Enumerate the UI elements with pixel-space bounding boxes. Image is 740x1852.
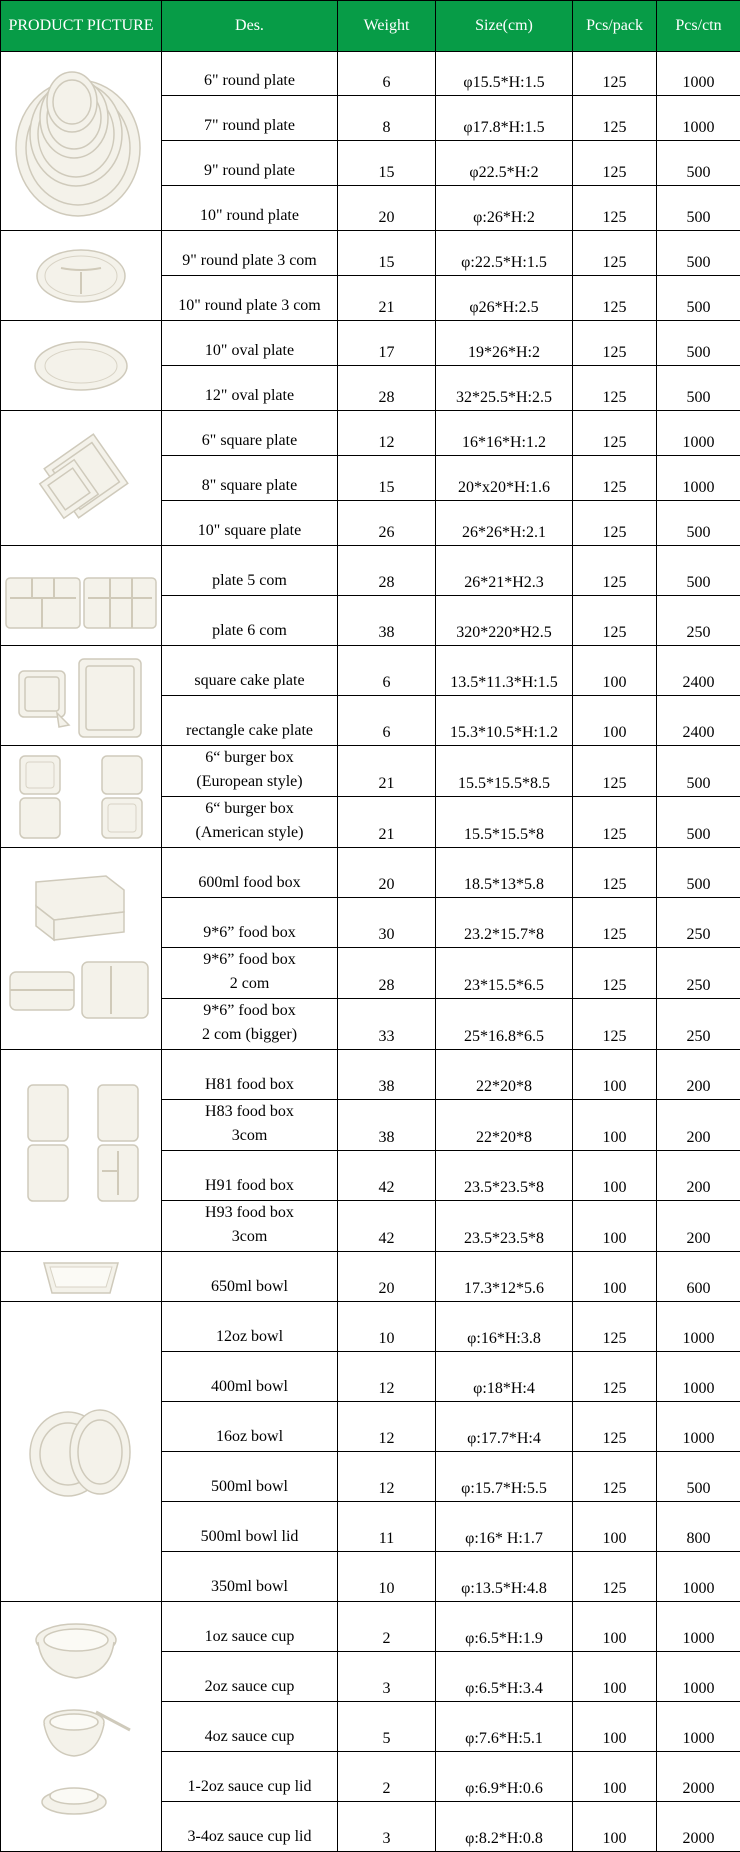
pcs-ctn-cell: 500 xyxy=(657,231,740,276)
size-cell: 23.5*23.5*8 xyxy=(436,1151,573,1201)
weight-cell: 12 xyxy=(338,411,436,456)
product-row xyxy=(1,321,740,366)
size-cell: 26*21*H2.3 xyxy=(436,546,573,596)
pcs-ctn-cell: 2400 xyxy=(657,696,740,746)
compartment-trays-image xyxy=(1,546,162,646)
header-weight: Weight xyxy=(338,1,436,52)
size-cell: φ26*H:2.5 xyxy=(436,276,573,321)
size-cell: φ:26*H:2 xyxy=(436,186,573,231)
size-cell: φ:16*H:3.8 xyxy=(436,1302,573,1352)
pcs-pack-cell: 125 xyxy=(573,141,657,186)
pcs-ctn-cell: 1000 xyxy=(657,1652,740,1702)
pcs-pack-cell: 125 xyxy=(573,1402,657,1452)
pcs-ctn-cell: 2000 xyxy=(657,1752,740,1802)
pcs-ctn-cell: 1000 xyxy=(657,1602,740,1652)
weight-cell: 21 xyxy=(338,276,436,321)
header-pcs-pack: Pcs/pack xyxy=(573,1,657,52)
pcs-ctn-cell: 500 xyxy=(657,546,740,596)
description-cell: 10" square plate xyxy=(162,501,338,546)
three-compartment-plate-image xyxy=(1,231,162,321)
pcs-ctn-cell: 500 xyxy=(657,848,740,898)
sauce-cups-image xyxy=(1,1602,162,1852)
weight-cell: 6 xyxy=(338,52,436,96)
pcs-pack-cell: 125 xyxy=(573,746,657,797)
weight-cell: 12 xyxy=(338,1402,436,1452)
size-cell: φ17.8*H:1.5 xyxy=(436,96,573,141)
size-cell: 15.3*10.5*H:1.2 xyxy=(436,696,573,746)
pcs-ctn-cell: 1000 xyxy=(657,411,740,456)
description-cell: plate 5 com xyxy=(162,546,338,596)
pcs-ctn-cell: 200 xyxy=(657,1151,740,1201)
description-cell: H81 food box xyxy=(162,1050,338,1100)
pcs-pack-cell: 125 xyxy=(573,1552,657,1602)
size-cell: φ:6.5*H:3.4 xyxy=(436,1652,573,1702)
pcs-pack-cell: 125 xyxy=(573,1302,657,1352)
pcs-ctn-cell: 2400 xyxy=(657,646,740,696)
description-cell: 6“ burger box (European style) xyxy=(162,746,338,797)
pcs-pack-cell: 125 xyxy=(573,231,657,276)
pcs-ctn-cell: 500 xyxy=(657,276,740,321)
size-cell: 23.2*15.7*8 xyxy=(436,898,573,948)
weight-cell: 42 xyxy=(338,1151,436,1201)
size-cell: φ:15.7*H:5.5 xyxy=(436,1452,573,1502)
description-cell: 9*6” food box 2 com (bigger) xyxy=(162,999,338,1050)
pcs-pack-cell: 125 xyxy=(573,52,657,96)
weight-cell: 15 xyxy=(338,141,436,186)
size-cell: 20*x20*H:1.6 xyxy=(436,456,573,501)
size-cell: φ:8.2*H:0.8 xyxy=(436,1802,573,1852)
weight-cell: 8 xyxy=(338,96,436,141)
size-cell: 23.5*23.5*8 xyxy=(436,1201,573,1252)
description-cell: H91 food box xyxy=(162,1151,338,1201)
pcs-pack-cell: 100 xyxy=(573,646,657,696)
size-cell: 32*25.5*H:2.5 xyxy=(436,366,573,411)
weight-cell: 5 xyxy=(338,1702,436,1752)
size-cell: 18.5*13*5.8 xyxy=(436,848,573,898)
product-row xyxy=(1,1252,740,1302)
burger-boxes-image xyxy=(1,746,162,848)
weight-cell: 28 xyxy=(338,546,436,596)
size-cell: φ:6.5*H:1.9 xyxy=(436,1602,573,1652)
size-cell: 22*20*8 xyxy=(436,1050,573,1100)
pcs-pack-cell: 125 xyxy=(573,186,657,231)
description-cell: 1-2oz sauce cup lid xyxy=(162,1752,338,1802)
pcs-pack-cell: 100 xyxy=(573,1050,657,1100)
weight-cell: 11 xyxy=(338,1502,436,1552)
description-cell: 10" round plate 3 com xyxy=(162,276,338,321)
pcs-ctn-cell: 1000 xyxy=(657,1552,740,1602)
size-cell: φ:18*H:4 xyxy=(436,1352,573,1402)
pcs-pack-cell: 125 xyxy=(573,1352,657,1402)
product-row xyxy=(1,52,740,96)
round-plates-image xyxy=(1,52,162,231)
weight-cell: 38 xyxy=(338,1050,436,1100)
pcs-ctn-cell: 200 xyxy=(657,1100,740,1151)
pcs-pack-cell: 125 xyxy=(573,546,657,596)
description-cell: 7" round plate xyxy=(162,96,338,141)
size-cell: φ15.5*H:1.5 xyxy=(436,52,573,96)
pcs-pack-cell: 125 xyxy=(573,366,657,411)
size-cell: 22*20*8 xyxy=(436,1100,573,1151)
pcs-ctn-cell: 500 xyxy=(657,141,740,186)
weight-cell: 15 xyxy=(338,231,436,276)
pcs-ctn-cell: 250 xyxy=(657,948,740,999)
product-row xyxy=(1,231,740,276)
weight-cell: 20 xyxy=(338,1252,436,1302)
pcs-pack-cell: 125 xyxy=(573,948,657,999)
pcs-pack-cell: 100 xyxy=(573,1702,657,1752)
header-size: Size(cm) xyxy=(436,1,573,52)
weight-cell: 2 xyxy=(338,1752,436,1802)
description-cell: 10" oval plate xyxy=(162,321,338,366)
weight-cell: 17 xyxy=(338,321,436,366)
pcs-ctn-cell: 1000 xyxy=(657,1352,740,1402)
pcs-pack-cell: 100 xyxy=(573,1752,657,1802)
pcs-pack-cell: 125 xyxy=(573,797,657,848)
size-cell: 16*16*H:1.2 xyxy=(436,411,573,456)
pcs-pack-cell: 100 xyxy=(573,1502,657,1552)
header-description: Des. xyxy=(162,1,338,52)
description-cell: 500ml bowl xyxy=(162,1452,338,1502)
description-cell: 6“ burger box (American style) xyxy=(162,797,338,848)
pcs-ctn-cell: 250 xyxy=(657,999,740,1050)
size-cell: 26*26*H:2.1 xyxy=(436,501,573,546)
pcs-pack-cell: 125 xyxy=(573,321,657,366)
weight-cell: 6 xyxy=(338,646,436,696)
weight-cell: 12 xyxy=(338,1452,436,1502)
pcs-ctn-cell: 1000 xyxy=(657,1402,740,1452)
description-cell: 2oz sauce cup xyxy=(162,1652,338,1702)
weight-cell: 2 xyxy=(338,1602,436,1652)
description-cell: 9*6” food box xyxy=(162,898,338,948)
pcs-pack-cell: 125 xyxy=(573,411,657,456)
pcs-pack-cell: 125 xyxy=(573,898,657,948)
pcs-pack-cell: 100 xyxy=(573,696,657,746)
pcs-ctn-cell: 500 xyxy=(657,797,740,848)
size-cell: φ:16* H:1.7 xyxy=(436,1502,573,1552)
size-cell: φ:22.5*H:1.5 xyxy=(436,231,573,276)
pcs-pack-cell: 125 xyxy=(573,848,657,898)
weight-cell: 21 xyxy=(338,746,436,797)
pcs-pack-cell: 125 xyxy=(573,501,657,546)
pcs-ctn-cell: 500 xyxy=(657,501,740,546)
description-cell: 500ml bowl lid xyxy=(162,1502,338,1552)
pcs-ctn-cell: 500 xyxy=(657,186,740,231)
product-row xyxy=(1,848,740,898)
pcs-pack-cell: 125 xyxy=(573,456,657,501)
description-cell: 12oz bowl xyxy=(162,1302,338,1352)
size-cell: 25*16.8*6.5 xyxy=(436,999,573,1050)
weight-cell: 20 xyxy=(338,186,436,231)
weight-cell: 3 xyxy=(338,1652,436,1702)
weight-cell: 20 xyxy=(338,848,436,898)
round-bowls-image xyxy=(1,1302,162,1602)
pcs-ctn-cell: 800 xyxy=(657,1502,740,1552)
size-cell: 320*220*H2.5 xyxy=(436,596,573,646)
pcs-pack-cell: 100 xyxy=(573,1602,657,1652)
size-cell: φ:7.6*H:5.1 xyxy=(436,1702,573,1752)
description-cell: plate 6 com xyxy=(162,596,338,646)
pcs-ctn-cell: 200 xyxy=(657,1201,740,1252)
pcs-ctn-cell: 500 xyxy=(657,1452,740,1502)
description-cell: rectangle cake plate xyxy=(162,696,338,746)
pcs-ctn-cell: 500 xyxy=(657,746,740,797)
product-row xyxy=(1,1050,740,1100)
description-cell: square cake plate xyxy=(162,646,338,696)
size-cell: 17.3*12*5.6 xyxy=(436,1252,573,1302)
pcs-pack-cell: 100 xyxy=(573,1201,657,1252)
rectangular-bowl-image xyxy=(1,1252,162,1302)
size-cell: 15.5*15.5*8.5 xyxy=(436,746,573,797)
pcs-ctn-cell: 1000 xyxy=(657,52,740,96)
description-cell: 1oz sauce cup xyxy=(162,1602,338,1652)
description-cell: 12" oval plate xyxy=(162,366,338,411)
size-cell: φ:6.9*H:0.6 xyxy=(436,1752,573,1802)
weight-cell: 10 xyxy=(338,1552,436,1602)
size-cell: φ22.5*H:2 xyxy=(436,141,573,186)
description-cell: H93 food box 3com xyxy=(162,1201,338,1252)
pcs-pack-cell: 100 xyxy=(573,1100,657,1151)
pcs-ctn-cell: 500 xyxy=(657,321,740,366)
pcs-pack-cell: 125 xyxy=(573,596,657,646)
pcs-pack-cell: 125 xyxy=(573,96,657,141)
description-cell: 9" round plate xyxy=(162,141,338,186)
description-cell: 9" round plate 3 com xyxy=(162,231,338,276)
size-cell: 23*15.5*6.5 xyxy=(436,948,573,999)
weight-cell: 15 xyxy=(338,456,436,501)
weight-cell: 21 xyxy=(338,797,436,848)
description-cell: 10" round plate xyxy=(162,186,338,231)
pcs-ctn-cell: 2000 xyxy=(657,1802,740,1852)
size-cell: 15.5*15.5*8 xyxy=(436,797,573,848)
pcs-ctn-cell: 250 xyxy=(657,898,740,948)
description-cell: H83 food box 3com xyxy=(162,1100,338,1151)
description-cell: 9*6” food box 2 com xyxy=(162,948,338,999)
pcs-pack-cell: 100 xyxy=(573,1652,657,1702)
weight-cell: 10 xyxy=(338,1302,436,1352)
product-row xyxy=(1,746,740,797)
weight-cell: 38 xyxy=(338,1100,436,1151)
weight-cell: 28 xyxy=(338,948,436,999)
pcs-ctn-cell: 500 xyxy=(657,366,740,411)
food-boxes-image xyxy=(1,848,162,1050)
description-cell: 400ml bowl xyxy=(162,1352,338,1402)
weight-cell: 12 xyxy=(338,1352,436,1402)
pcs-ctn-cell: 1000 xyxy=(657,1302,740,1352)
weight-cell: 3 xyxy=(338,1802,436,1852)
pcs-pack-cell: 100 xyxy=(573,1151,657,1201)
square-plates-image xyxy=(1,411,162,546)
header-row xyxy=(1,1,740,52)
description-cell: 3-4oz sauce cup lid xyxy=(162,1802,338,1852)
product-row xyxy=(1,646,740,696)
pcs-pack-cell: 125 xyxy=(573,276,657,321)
header-pcs-ctn: Pcs/ctn xyxy=(657,1,740,52)
cake-plates-image xyxy=(1,646,162,746)
description-cell: 350ml bowl xyxy=(162,1552,338,1602)
oval-plate-image xyxy=(1,321,162,411)
product-row xyxy=(1,546,740,596)
pcs-ctn-cell: 600 xyxy=(657,1252,740,1302)
header-product-picture: PRODUCT PICTURE xyxy=(1,1,162,52)
pcs-ctn-cell: 1000 xyxy=(657,96,740,141)
weight-cell: 42 xyxy=(338,1201,436,1252)
description-cell: 6" square plate xyxy=(162,411,338,456)
weight-cell: 26 xyxy=(338,501,436,546)
product-row xyxy=(1,1602,740,1652)
weight-cell: 30 xyxy=(338,898,436,948)
pcs-ctn-cell: 1000 xyxy=(657,1702,740,1752)
pcs-ctn-cell: 1000 xyxy=(657,456,740,501)
product-row xyxy=(1,411,740,456)
pcs-pack-cell: 125 xyxy=(573,999,657,1050)
pcs-pack-cell: 100 xyxy=(573,1252,657,1302)
weight-cell: 6 xyxy=(338,696,436,746)
description-cell: 4oz sauce cup xyxy=(162,1702,338,1752)
product-row xyxy=(1,1302,740,1352)
description-cell: 6" round plate xyxy=(162,52,338,96)
description-cell: 650ml bowl xyxy=(162,1252,338,1302)
pcs-ctn-cell: 250 xyxy=(657,596,740,646)
description-cell: 8" square plate xyxy=(162,456,338,501)
h-series-boxes-image xyxy=(1,1050,162,1252)
weight-cell: 33 xyxy=(338,999,436,1050)
weight-cell: 28 xyxy=(338,366,436,411)
description-cell: 600ml food box xyxy=(162,848,338,898)
size-cell: φ:17.7*H:4 xyxy=(436,1402,573,1452)
pcs-pack-cell: 100 xyxy=(573,1802,657,1852)
weight-cell: 38 xyxy=(338,596,436,646)
size-cell: 19*26*H:2 xyxy=(436,321,573,366)
pcs-ctn-cell: 200 xyxy=(657,1050,740,1100)
pcs-pack-cell: 125 xyxy=(573,1452,657,1502)
size-cell: φ:13.5*H:4.8 xyxy=(436,1552,573,1602)
size-cell: 13.5*11.3*H:1.5 xyxy=(436,646,573,696)
description-cell: 16oz bowl xyxy=(162,1402,338,1452)
